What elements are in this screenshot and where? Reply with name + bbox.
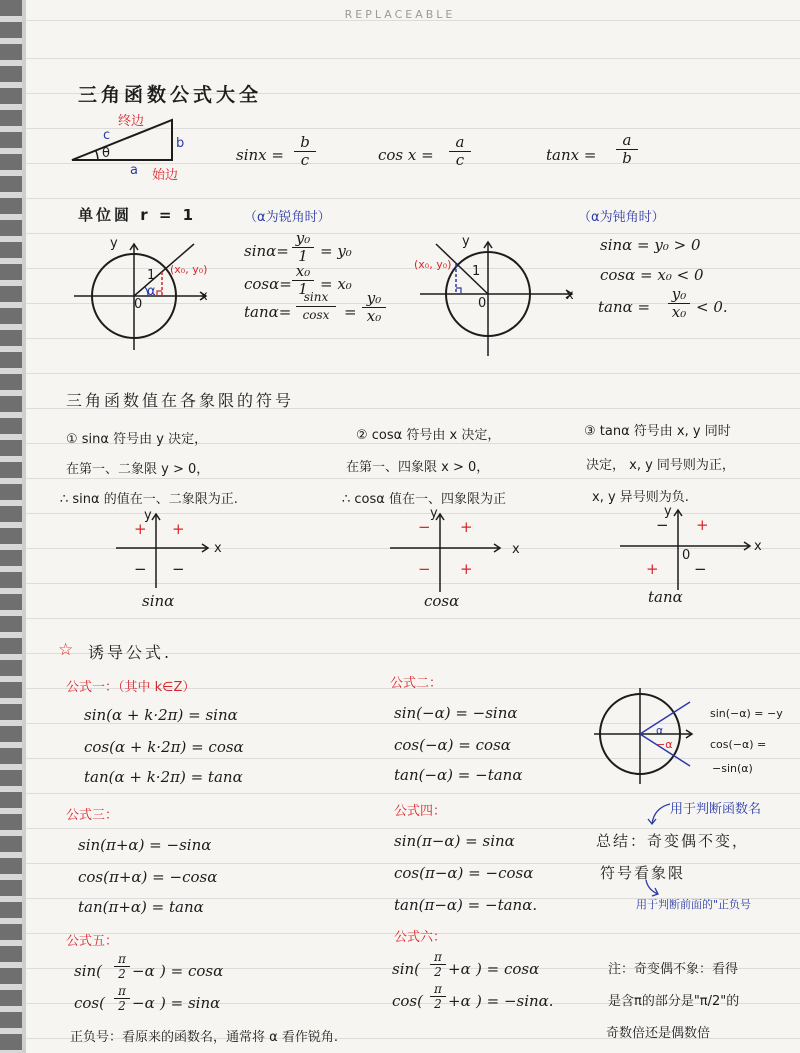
- notebook-brand: REPLACEABLE: [344, 8, 456, 21]
- arrow-icon: [646, 800, 676, 830]
- formula5-cos-inner: −α: [132, 994, 155, 1012]
- obtuse-point: (x₀, y₀): [414, 258, 452, 271]
- acute-cos-rhs: = x₀: [320, 275, 352, 293]
- quadrant-sin-line3: ∴ sinα 的值在一、二象限为正.: [60, 492, 238, 507]
- sin-axes-label: sinα: [142, 592, 175, 610]
- triangle-angle-label: θ: [102, 146, 110, 161]
- cos-q4-sign: +: [460, 560, 473, 578]
- formula5-cos-a: cos(: [74, 994, 105, 1012]
- tan-axes-y: y: [664, 504, 672, 519]
- tan-axes-x: x: [754, 539, 762, 554]
- formula6-sin-inner: +α: [448, 960, 471, 978]
- quadrant-cos-line2: 在第一、四象限 x > 0，: [346, 460, 490, 475]
- sin-axes-y: y: [144, 508, 152, 523]
- formula6-sin-a: sin(: [392, 960, 421, 978]
- circle-alpha: α: [656, 724, 664, 737]
- circle-cos-note1: cos(−α) =: [710, 738, 767, 751]
- basic-sin-lhs: sinx =: [236, 146, 284, 164]
- formula4-cos: cos(π−α) = −cosα: [394, 864, 534, 882]
- circle-sin-note: sin(−α) = −y: [710, 707, 783, 720]
- basic-cos-lhs: cos x =: [378, 146, 434, 164]
- quadrant-heading: 三角函数值在各象限的符号: [66, 391, 295, 410]
- formula2-cos: cos(−α) = cosα: [394, 736, 511, 754]
- formula5-pi-half-1: $\frac{\pi}{2}$: [114, 952, 130, 981]
- acute-cos-frac: $\frac{\text{x₀}}{1}$: [292, 263, 314, 298]
- sin-sign-axes: [112, 512, 216, 592]
- unit-circle-heading: 单位圆 r = 1: [78, 206, 197, 224]
- circle-neg-alpha: −α: [656, 738, 673, 751]
- spiral-binding: [0, 0, 22, 1053]
- triangle-hyp-label: c: [103, 128, 111, 143]
- negative-angle-circle: [592, 686, 702, 786]
- obtuse-note: （α为钝角时）: [578, 210, 665, 225]
- tan-q4-sign: −: [694, 560, 707, 578]
- basic-tan-frac: $\frac{a}{b}$: [616, 132, 638, 167]
- formula3-tan: tan(π+α) = tanα: [78, 898, 204, 916]
- formula6-sin-b: ) = cosα: [476, 960, 540, 978]
- sin-q4-sign: −: [172, 560, 185, 578]
- quadrant-tan-line3: x, y 异号则为负.: [592, 490, 689, 505]
- formula5-pi-half-2: $\frac{\pi}{2}$: [114, 984, 130, 1013]
- obtuse-one: 1: [472, 264, 481, 279]
- sin-q2-sign: +: [134, 520, 147, 538]
- tan-q1-sign: +: [696, 516, 709, 534]
- triangle-adj-label: a: [130, 163, 138, 178]
- footer-note: 正负号：看原来的函数名，通常将 α 看作锐角.: [70, 1030, 338, 1045]
- quadrant-tan-line1: ③ tanα 符号由 x, y 同时: [584, 424, 731, 439]
- obtuse-origin: 0: [478, 296, 487, 311]
- tan-q2-sign: −: [656, 516, 669, 534]
- acute-tan-lhs: tanα=: [244, 303, 292, 321]
- quadrant-tan-line2: 决定， x, y 同号则为正，: [586, 458, 735, 473]
- obtuse-tan-rhs: < 0.: [696, 298, 728, 316]
- obtuse-y-axis: y: [462, 234, 470, 249]
- quadrant-cos-line1: ② cosα 符号由 x 决定，: [356, 428, 501, 443]
- sin-axes-x: x: [214, 541, 222, 556]
- quadrant-sin-line2: 在第一、二象限 y > 0，: [66, 462, 210, 477]
- acute-y-axis: y: [110, 236, 118, 251]
- obtuse-cos: cosα = x₀ < 0: [600, 266, 704, 284]
- formula2-sin: sin(−α) = −sinα: [394, 704, 518, 722]
- quadrant-sin-line1: ① sinα 符号由 y 决定，: [66, 432, 208, 447]
- cos-q3-sign: −: [418, 560, 431, 578]
- cos-axes-label: cosα: [424, 592, 460, 610]
- formula1-sin: sin(α + k·2π) = sinα: [84, 706, 238, 724]
- cos-q2-sign: −: [418, 518, 431, 536]
- formula5-sin-a: sin(: [74, 962, 103, 980]
- acute-x-axis: x: [200, 289, 208, 304]
- summary-line2: 符号看象限: [600, 864, 686, 882]
- induction-heading: 诱导公式.: [88, 643, 173, 662]
- formula3-title: 公式三：: [66, 808, 119, 823]
- formula6-cos-inner: +α: [448, 992, 471, 1010]
- basic-sin-frac: $\frac{b}{c}$: [294, 134, 316, 169]
- formula3-sin: sin(π+α) = −sinα: [78, 836, 212, 854]
- acute-tan-eq: =: [344, 303, 357, 321]
- acute-tan-frac: $\frac{\sin x}{\cos x}$: [296, 289, 336, 324]
- basic-cos-frac: $\frac{a}{c}$: [449, 134, 471, 169]
- note-sign: 用于判断前面的"正负号: [636, 898, 752, 911]
- acute-sin-rhs: = y₀: [320, 242, 352, 260]
- formula4-title: 公式四：: [394, 804, 447, 819]
- sin-q3-sign: −: [134, 560, 147, 578]
- formula3-cos: cos(π+α) = −cosα: [78, 868, 218, 886]
- triangle-opp-label: b: [176, 136, 185, 151]
- formula5-sin-b: ) = cosα: [160, 962, 224, 980]
- cos-sign-axes: [388, 512, 508, 596]
- triangle-hyp-note: 终边: [118, 114, 145, 129]
- formula5-sin-inner: −α: [132, 962, 155, 980]
- basic-tan-lhs: tanx =: [546, 146, 597, 164]
- acute-note: （α为锐角时）: [244, 210, 331, 225]
- summary-line1: 总结：奇变偶不变，: [596, 832, 750, 850]
- formula1-title: 公式一：（其中 k∈Z）: [66, 680, 196, 695]
- sin-q1-sign: +: [172, 520, 185, 538]
- formula6-pi-half-2: $\frac{\pi}{2}$: [430, 982, 446, 1011]
- acute-origin: 0: [134, 297, 143, 312]
- obtuse-sin: sinα = y₀ > 0: [600, 236, 701, 254]
- triangle-adj-note: 始边: [152, 168, 179, 183]
- formula6-cos-a: cos(: [392, 992, 423, 1010]
- obtuse-tan-frac: $\frac{\text{y₀}}{\text{x₀}}$: [668, 286, 690, 321]
- formula1-cos: cos(α + k·2π) = cosα: [84, 738, 244, 756]
- obtuse-x-axis: x: [566, 288, 574, 303]
- quadrant-cos-line3: ∴ cosα 值在一、四象限为正: [342, 492, 506, 507]
- formula2-tan: tan(−α) = −tanα: [394, 766, 523, 784]
- formula6-title: 公式六：: [394, 930, 447, 945]
- cos-axes-y: y: [430, 506, 438, 521]
- acute-sin-frac: $\frac{\text{y₀}}{1}$: [292, 230, 314, 265]
- formula1-tan: tan(α + k·2π) = tanα: [84, 768, 243, 786]
- acute-alpha: α: [147, 284, 156, 299]
- note-function-name: 用于判断函数名: [670, 802, 762, 817]
- formula6-pi-half-1: $\frac{\pi}{2}$: [430, 950, 446, 979]
- unit-circle-acute: [68, 238, 218, 358]
- tan-q3-sign: +: [646, 560, 659, 578]
- tan-axes-origin: 0: [682, 548, 691, 563]
- page-title: 三角函数公式大全: [78, 84, 263, 106]
- acute-one: 1: [147, 268, 156, 283]
- note-line2: 是含π的部分是"π/2"的: [608, 994, 740, 1009]
- arrow-icon-2: [642, 878, 662, 898]
- note-line1: 注：奇变偶不象：看得: [608, 962, 739, 977]
- formula5-cos-b: ) = sinα: [160, 994, 221, 1012]
- circle-cos-note2: −sin(α): [712, 762, 753, 775]
- acute-cos-lhs: cosα=: [244, 275, 292, 293]
- formula4-tan: tan(π−α) = −tanα.: [394, 896, 538, 914]
- star-icon: ☆: [58, 640, 74, 660]
- unit-circle-obtuse: [412, 236, 582, 360]
- cos-axes-x: x: [512, 542, 520, 557]
- acute-tan-frac2: $\frac{\text{y₀}}{\text{x₀}}$: [362, 290, 386, 325]
- formula4-sin: sin(π−α) = sinα: [394, 832, 515, 850]
- tan-axes-label: tanα: [648, 588, 683, 606]
- obtuse-tan-lhs: tanα =: [598, 298, 651, 316]
- acute-sin-lhs: sinα=: [244, 242, 289, 260]
- acute-point: (x₀, y₀): [170, 263, 208, 276]
- formula6-cos-b: ) = −sinα.: [476, 992, 554, 1010]
- formula2-title: 公式二：: [390, 676, 443, 691]
- cos-q1-sign: +: [460, 518, 473, 536]
- formula5-title: 公式五：: [66, 934, 119, 949]
- note-line3: 奇数倍还是偶数倍: [606, 1026, 711, 1041]
